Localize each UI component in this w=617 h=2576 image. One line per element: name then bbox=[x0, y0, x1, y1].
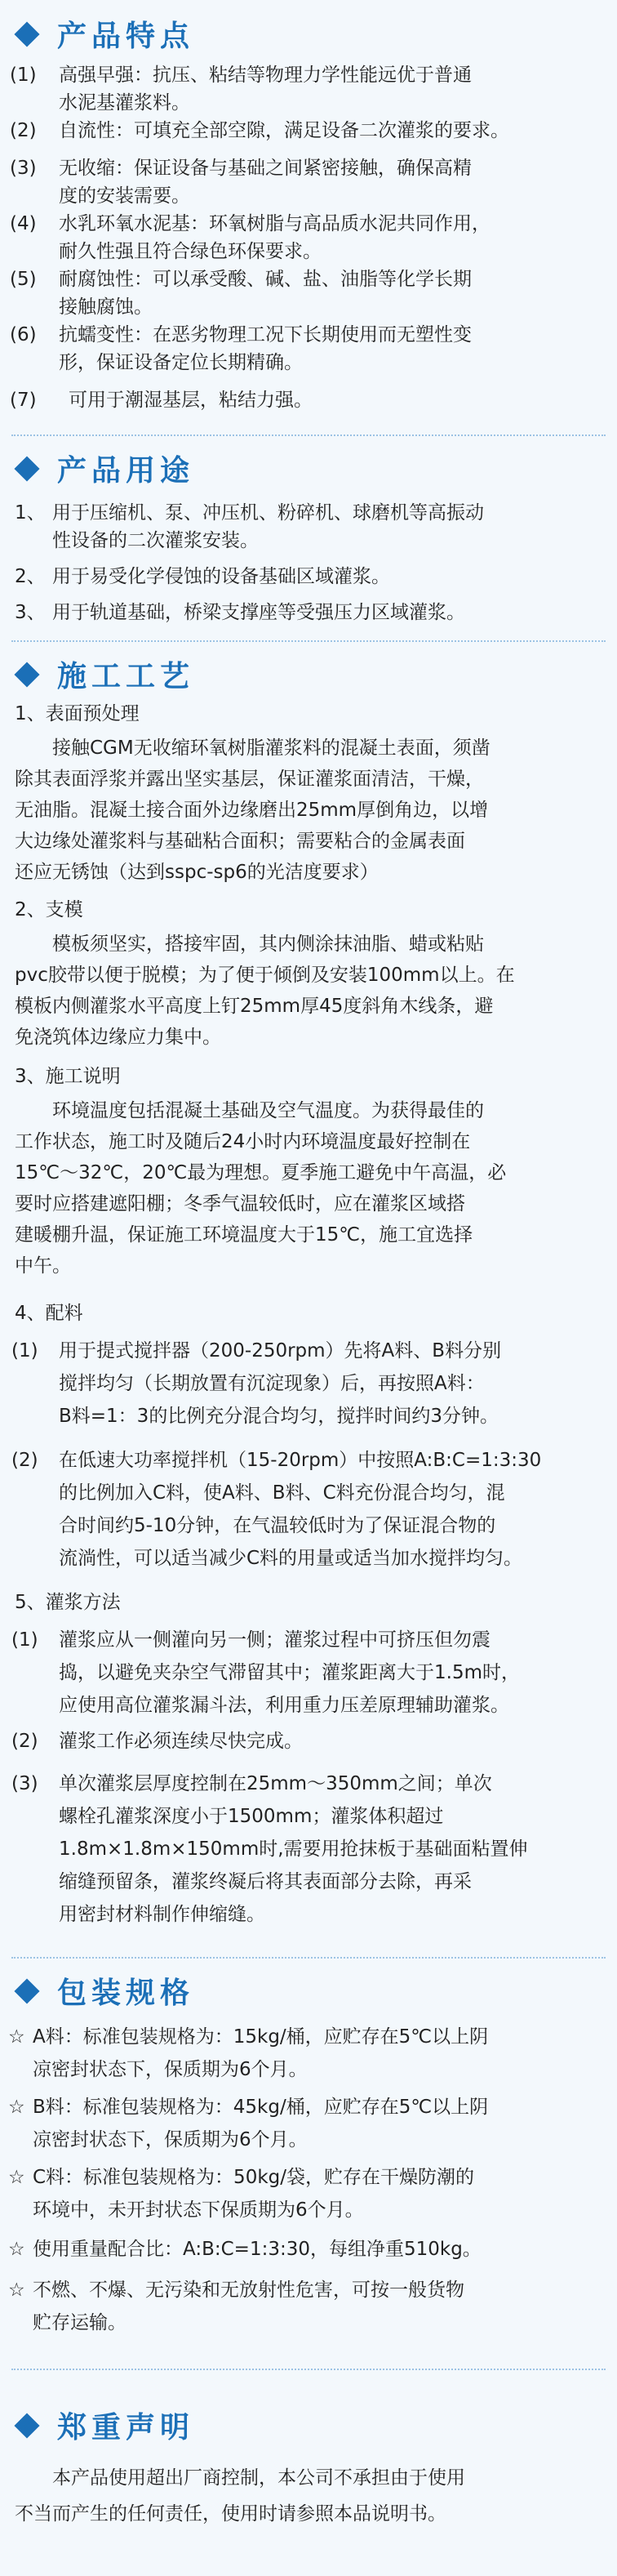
paragraph-line: 15℃～32℃，20℃最为理想。夏季施工避免中午高温，必 bbox=[15, 1162, 507, 1183]
item-text: 耐久性强且符合绿色环保要求。 bbox=[59, 241, 322, 262]
paragraph-line: pvc胶带以便于脱模；为了便于倾倒及安装100mm以上。在 bbox=[15, 965, 515, 986]
item-text: 自流性：可填充全部空隙，满足设备二次灌浆的要求。 bbox=[59, 120, 509, 141]
item-number: (6) bbox=[10, 324, 37, 345]
item-number: (2) bbox=[11, 1450, 38, 1471]
item-text: 不燃、不爆、无污染和无放射性危害，可按一般货物 bbox=[33, 2280, 464, 2301]
section-title: 包装规格 bbox=[57, 1977, 195, 2010]
star-outline-icon: ☆ bbox=[8, 2239, 25, 2260]
item-number: 3、 bbox=[15, 602, 46, 623]
section-divider bbox=[11, 2369, 606, 2371]
diamond-icon bbox=[14, 2413, 39, 2438]
item-text: B料：标准包装规格为：45kg/桶，应贮存在5℃以上阴 bbox=[33, 2097, 489, 2118]
item-text: 在低速大功率搅拌机（15-20rpm）中按照A:B:C=1:3:30 bbox=[59, 1450, 542, 1471]
paragraph-line: 无油脂。混凝土接合面外边缘磨出25mm厚倒角边，以增 bbox=[15, 800, 489, 821]
item-number: (5) bbox=[10, 269, 37, 290]
item-number: (1) bbox=[11, 1340, 38, 1362]
section-title: 施工工艺 bbox=[57, 660, 195, 693]
section-title: 产品用途 bbox=[57, 454, 195, 488]
item-text: 用于提式搅拌器（200-250rpm）先将A料、B料分别 bbox=[59, 1340, 502, 1362]
item-text: 搅拌均匀（长期放置有沉淀现象）后，再按照A料： bbox=[59, 1373, 485, 1394]
item-text: 形，保证设备定位长期精确。 bbox=[59, 352, 303, 373]
item-text: 贮存运输。 bbox=[33, 2312, 127, 2333]
item-text: 灌浆应从一侧灌向另一侧；灌浆过程中可挤压但勿震 bbox=[59, 1629, 490, 1651]
paragraph-line: 环境温度包括混凝土基础及空气温度。为获得最佳的 bbox=[52, 1100, 484, 1121]
item-text: 性设备的二次灌浆安装。 bbox=[52, 530, 259, 551]
item-text: 灌浆工作必须连续尽快完成。 bbox=[59, 1731, 303, 1752]
item-text: 可用于潮湿基层，粘结力强。 bbox=[69, 390, 313, 411]
item-text: 应使用高位灌浆漏斗法，利用重力压差原理辅助灌浆。 bbox=[59, 1695, 509, 1716]
section-construction-heading bbox=[11, 653, 194, 695]
item-text: 用密封材料制作伸缩缝。 bbox=[59, 1904, 265, 1925]
item-text: A料：标准包装规格为：15kg/桶，应贮存在5℃以上阴 bbox=[33, 2026, 489, 2048]
item-text: 流淌性，可以适当减少C料的用量或适当加水搅拌均匀。 bbox=[59, 1548, 523, 1569]
item-text: 用于易受化学侵蚀的设备基础区域灌浆。 bbox=[52, 566, 390, 587]
diamond-icon bbox=[14, 1978, 39, 2003]
item-number: 1、 bbox=[15, 502, 46, 524]
item-text: 水泥基灌浆料。 bbox=[59, 92, 190, 114]
item-text: B料=1：3的比例充分混合均匀，搅拌时间约3分钟。 bbox=[59, 1406, 499, 1427]
section-features-heading bbox=[11, 13, 194, 55]
paragraph-line: 除其表面浮浆并露出坚实基层，保证灌浆面清洁，干燥， bbox=[15, 769, 484, 790]
item-number: (1) bbox=[10, 65, 37, 86]
item-text: 抗蠕变性：在恶劣物理工况下长期使用而无塑性变 bbox=[59, 324, 472, 345]
item-number: 2、 bbox=[15, 566, 46, 587]
item-number: (1) bbox=[11, 1629, 38, 1651]
section-divider bbox=[11, 640, 606, 643]
diamond-icon bbox=[14, 21, 39, 47]
item-text: 用于压缩机、泵、冲压机、粉碎机、球磨机等高振动 bbox=[52, 502, 484, 524]
item-text: 用于轨道基础，桥梁支撑座等受强压力区域灌浆。 bbox=[52, 602, 465, 623]
item-number: (2) bbox=[11, 1731, 38, 1752]
item-text: 凉密封状态下，保质期为6个月。 bbox=[33, 2059, 308, 2080]
section-title: 郑重声明 bbox=[57, 2411, 195, 2445]
item-number: (3) bbox=[11, 1773, 38, 1794]
item-text: C料：标准包装规格为：50kg/袋，贮存在干燥防潮的 bbox=[33, 2167, 474, 2188]
star-outline-icon: ☆ bbox=[8, 2167, 25, 2188]
star-outline-icon: ☆ bbox=[8, 2097, 25, 2118]
item-number: (3) bbox=[10, 158, 37, 179]
paragraph-line: 要时应搭建遮阳棚；冬季气温较低时，应在灌浆区域搭 bbox=[15, 1193, 465, 1214]
item-text: 单次灌浆层厚度控制在25mm～350mm之间；单次 bbox=[59, 1773, 492, 1794]
paragraph-line: 免浇筑体边缘应力集中。 bbox=[15, 1027, 221, 1048]
item-text: 水乳环氧水泥基：环氧树脂与高品质水泥共同作用， bbox=[59, 213, 490, 234]
paragraph-line: 模板内侧灌浆水平高度上钉25mm厚45度斜角木线条，避 bbox=[15, 996, 494, 1017]
section-divider bbox=[11, 1957, 606, 1959]
item-text: 合时间约5-10分钟，在气温较低时为了保证混合物的 bbox=[59, 1515, 496, 1536]
paragraph-line: 本产品使用超出厂商控制，本公司不承担由于使用 bbox=[52, 2467, 465, 2489]
item-text: 缩缝预留条，灌浆终凝后将其表面部分去除，再采 bbox=[59, 1871, 472, 1892]
item-text: 高强早强：抗压、粘结等物理力学性能远优于普通 bbox=[59, 65, 472, 86]
paragraph-line: 还应无锈蚀（达到sspc-sp6的光洁度要求） bbox=[15, 862, 379, 883]
paragraph-line: 中午。 bbox=[15, 1255, 71, 1277]
paragraph-line: 模板须坚实，搭接牢固，其内侧涂抹油脂、蜡或粘贴 bbox=[52, 934, 484, 955]
paragraph-line: 不当而产生的任何责任，使用时请参照本品说明书。 bbox=[15, 2503, 446, 2525]
paragraph-line: 工作状态，施工时及随后24小时内环境温度最好控制在 bbox=[15, 1131, 471, 1152]
diamond-icon bbox=[14, 456, 39, 481]
item-text: 捣，以避免夹杂空气滞留其中；灌浆距离大于1.5m时， bbox=[59, 1662, 520, 1683]
item-text: 耐腐蚀性：可以承受酸、碱、盐、油脂等化学长期 bbox=[59, 269, 472, 290]
diamond-icon bbox=[14, 662, 39, 687]
subsection-title: 2、支模 bbox=[15, 899, 83, 920]
section-disclaimer-heading bbox=[11, 2404, 194, 2446]
item-number: (4) bbox=[10, 213, 37, 234]
item-text: 接触腐蚀。 bbox=[59, 296, 153, 318]
item-text: 无收缩：保证设备与基础之间紧密接触，确保高精 bbox=[59, 158, 472, 179]
section-packaging-heading bbox=[11, 1970, 194, 2012]
item-number: (7) bbox=[10, 390, 37, 411]
item-text: 环境中，未开封状态下保质期为6个月。 bbox=[33, 2199, 364, 2221]
item-text: 1.8m×1.8m×150mm时,需要用抢抹板于基础面粘置伸 bbox=[59, 1838, 528, 1860]
section-divider bbox=[11, 435, 606, 437]
item-number: (2) bbox=[10, 120, 37, 141]
star-outline-icon: ☆ bbox=[8, 2026, 25, 2048]
item-text: 度的安装需要。 bbox=[59, 185, 190, 207]
section-title: 产品特点 bbox=[57, 20, 195, 53]
subsection-title: 1、表面预处理 bbox=[15, 703, 140, 724]
paragraph-line: 大边缘处灌浆料与基础粘合面积；需要粘合的金属表面 bbox=[15, 831, 465, 852]
paragraph-line: 建暖棚升温，保证施工环境温度大于15℃，施工宜选择 bbox=[15, 1224, 473, 1246]
item-text: 凉密封状态下，保质期为6个月。 bbox=[33, 2129, 308, 2150]
section-uses-heading bbox=[11, 448, 194, 489]
item-text: 的比例加入C料，使A料、B料、C料充份混合均匀，混 bbox=[59, 1482, 505, 1504]
paragraph-line: 接触CGM无收缩环氧树脂灌浆料的混凝土表面，须凿 bbox=[52, 738, 490, 759]
star-outline-icon: ☆ bbox=[8, 2280, 25, 2301]
item-text: 螺栓孔灌浆深度小于1500mm；灌浆体积超过 bbox=[59, 1806, 444, 1827]
subsection-title: 5、灌浆方法 bbox=[15, 1592, 121, 1613]
subsection-title: 4、配料 bbox=[15, 1303, 83, 1324]
subsection-title: 3、施工说明 bbox=[15, 1066, 121, 1087]
item-text: 使用重量配合比：A:B:C=1:3:30，每组净重510kg。 bbox=[33, 2239, 482, 2260]
